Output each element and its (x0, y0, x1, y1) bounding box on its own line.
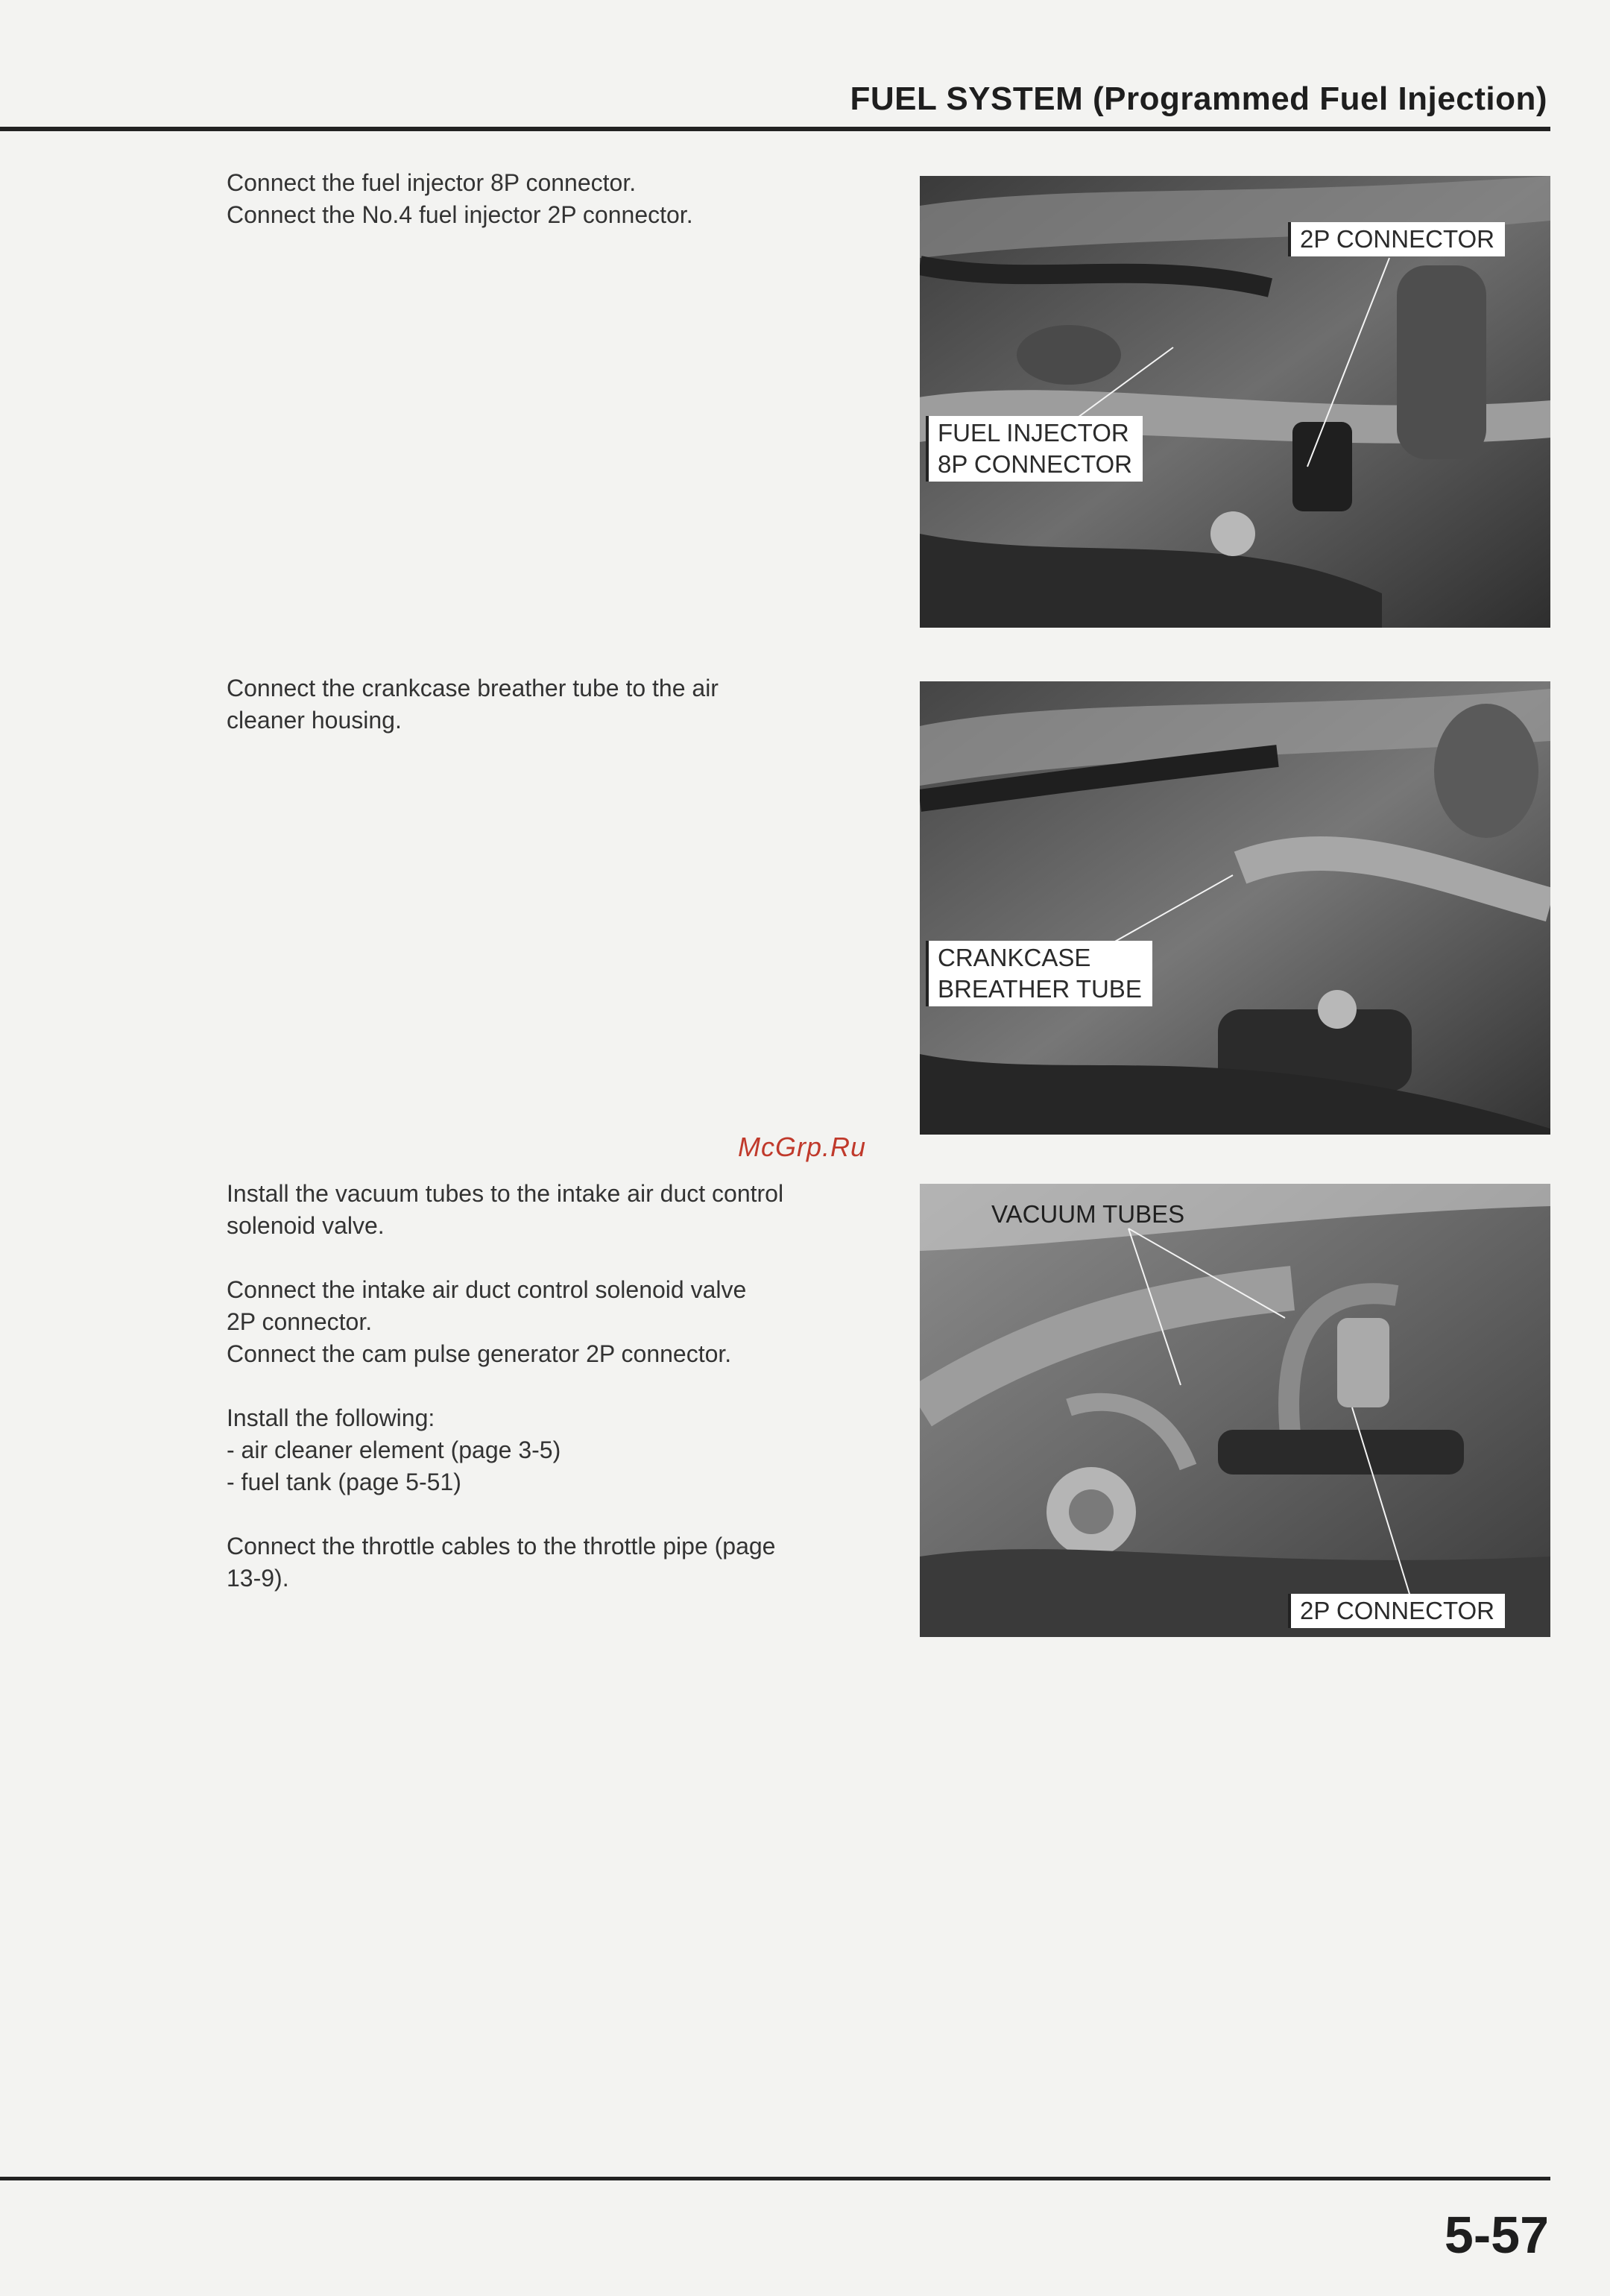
page-number: 5-57 (1444, 2206, 1549, 2264)
callout-label: 2P CONNECTOR (1300, 1597, 1495, 1624)
callout-label: 8P CONNECTOR (938, 450, 1133, 478)
callout-crankcase-breather-tube (926, 941, 1152, 1006)
callout-vacuum-tubes (982, 1197, 1195, 1231)
engine-photo-illustration (920, 681, 1550, 1135)
text-line: Connect the crankcase breather tube to the air (227, 675, 719, 701)
paragraph (227, 1402, 897, 1498)
engine-photo-illustration (920, 1184, 1550, 1637)
text-line: Connect the No.4 fuel injector 2P connector. (227, 201, 693, 228)
callout-label: 2P CONNECTOR (1300, 225, 1495, 253)
photo-fuel-injector-connectors (920, 176, 1550, 628)
paragraph (227, 1530, 897, 1595)
callout-label: BREATHER TUBE (938, 975, 1142, 1003)
watermark-text: McGrp.Ru (738, 1132, 867, 1162)
page-header-title: FUEL SYSTEM (Programmed Fuel Injection) (850, 81, 1547, 117)
text-line: Connect the intake air duct control solenoid valve (227, 1276, 747, 1303)
callout-label: VACUUM TUBES (991, 1200, 1185, 1228)
text-line: - air cleaner element (page 3-5) (227, 1436, 561, 1463)
text-line: cleaner housing. (227, 707, 402, 734)
text-line: 2P connector. (227, 1308, 373, 1335)
section-1-text (227, 167, 897, 263)
photo-vacuum-tubes-2p-connector (920, 1184, 1550, 1637)
callout-2p-connector (1288, 1594, 1505, 1628)
text-line: Connect the throttle cables to the throttle pipe (page (227, 1533, 776, 1559)
photo-crankcase-breather-tube (920, 681, 1550, 1135)
callout-label: CRANKCASE (938, 944, 1091, 971)
paragraph (227, 672, 897, 737)
text-line: Connect the cam pulse generator 2P connector. (227, 1340, 732, 1367)
paragraph (227, 1178, 897, 1242)
section-3-text (227, 1178, 897, 1627)
callout-fuel-injector-8p-connector (926, 416, 1143, 482)
paragraph (227, 1274, 897, 1370)
text-line: Install the vacuum tubes to the intake air duct control (227, 1180, 784, 1207)
text-line: solenoid valve. (227, 1212, 385, 1239)
text-line: - fuel tank (page 5-51) (227, 1469, 461, 1495)
callout-2p-connector (1288, 222, 1505, 256)
text-line: 13-9). (227, 1565, 289, 1592)
text-line: Connect the fuel injector 8P connector. (227, 169, 637, 196)
callout-label: FUEL INJECTOR (938, 419, 1129, 447)
section-2-text (227, 672, 897, 769)
footer-rule (0, 2177, 1550, 2180)
text-line: Install the following: (227, 1404, 435, 1431)
paragraph (227, 167, 897, 231)
header-rule (0, 127, 1550, 131)
